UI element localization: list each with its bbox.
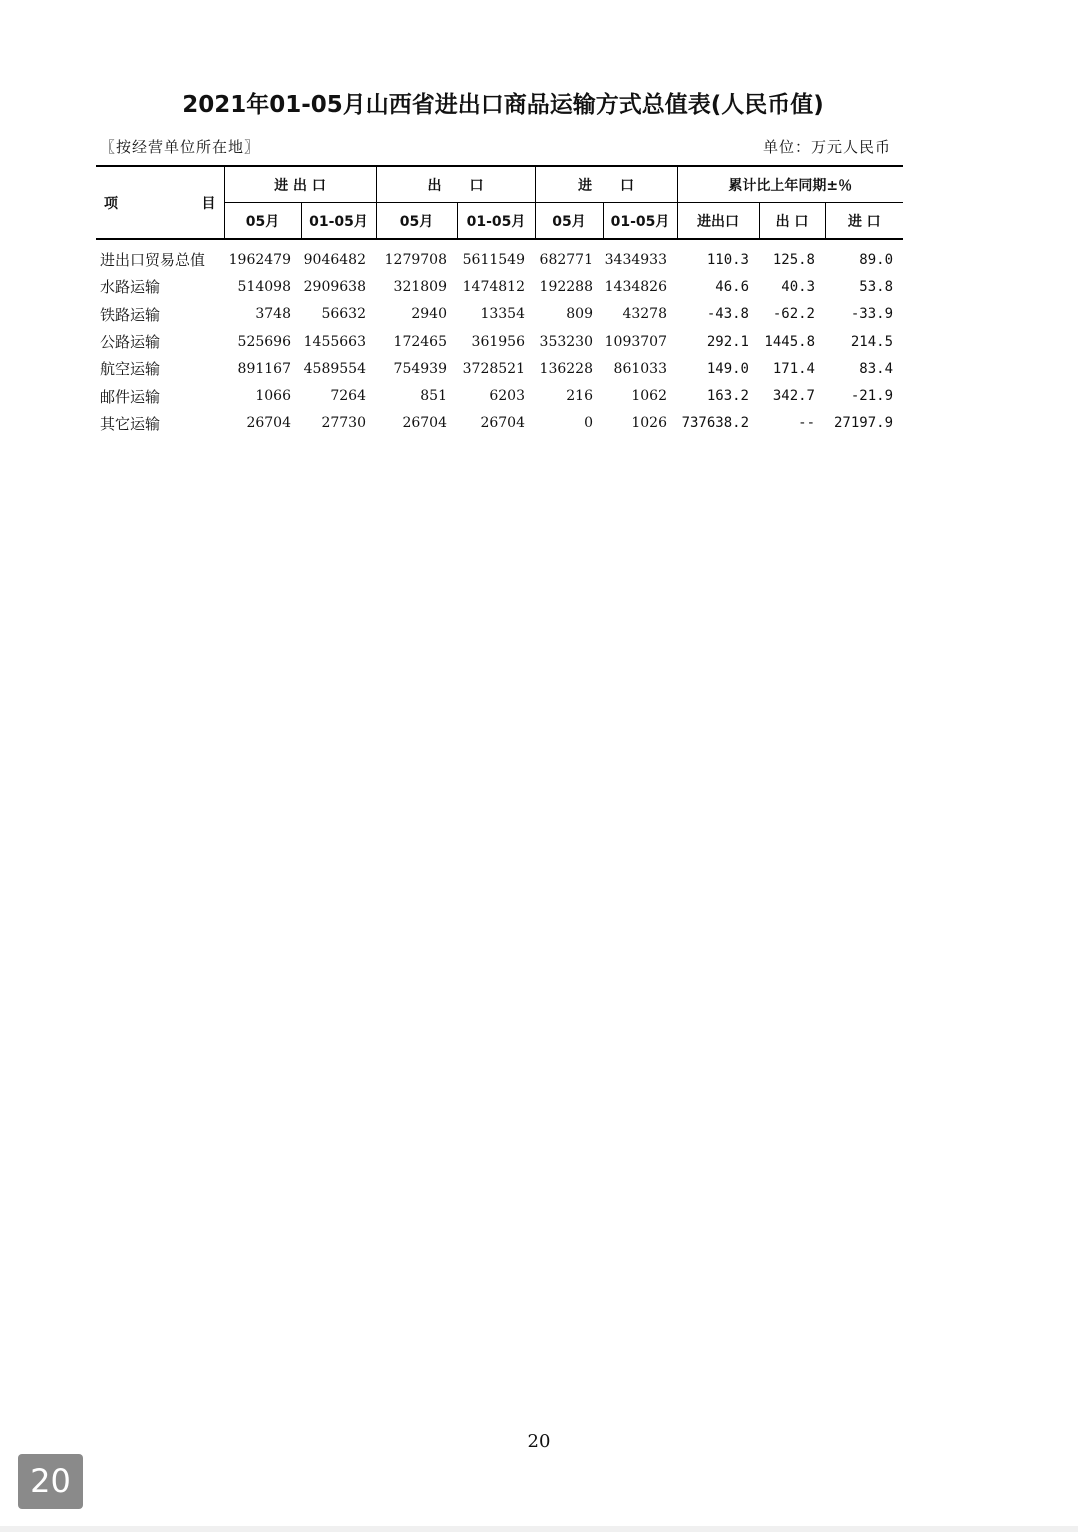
cell: 136228 xyxy=(539,360,593,377)
cell: 1279708 xyxy=(384,251,447,268)
table-row xyxy=(96,410,903,437)
row-label: 邮件运输 xyxy=(100,387,161,406)
table-row xyxy=(96,328,903,355)
row-label: 公路运输 xyxy=(100,333,161,352)
subcol-header: 05月 xyxy=(224,203,301,240)
cell: 4589554 xyxy=(303,360,366,377)
subcol-header: 05月 xyxy=(535,203,603,240)
cell: 361956 xyxy=(471,333,525,350)
cell: 40.3 xyxy=(781,278,815,295)
cell: 1026 xyxy=(631,415,667,432)
cell: 2940 xyxy=(411,306,447,323)
cell: 682771 xyxy=(539,251,593,268)
cell: 171.4 xyxy=(772,360,815,377)
page-number: 20 xyxy=(527,1431,551,1452)
cell: 1445.8 xyxy=(764,333,815,350)
cell: 2909638 xyxy=(303,278,366,295)
cell: 6203 xyxy=(489,388,525,405)
cell: 514098 xyxy=(237,278,291,295)
subcol-header: 01-05月 xyxy=(301,203,376,240)
cell: 342.7 xyxy=(772,388,815,405)
group-header-export: 出 口 xyxy=(376,166,535,203)
row-label: 水路运输 xyxy=(100,278,161,297)
cell: 89.0 xyxy=(859,251,894,268)
cell: 0 xyxy=(584,415,593,432)
table-row xyxy=(96,355,903,382)
table-row xyxy=(96,301,903,328)
cell: 809 xyxy=(566,306,593,323)
unit-note: 单位：万元人民币 xyxy=(762,138,891,156)
cell: 192288 xyxy=(539,278,593,295)
cell: 13354 xyxy=(480,306,525,323)
cell: 1062 xyxy=(631,388,667,405)
cell: 1093707 xyxy=(604,333,667,350)
cell: 53.8 xyxy=(859,278,894,295)
row-label: 航空运输 xyxy=(100,360,161,379)
cell: 1455663 xyxy=(303,333,366,350)
table-row xyxy=(96,239,903,273)
row-label: 进出口贸易总值 xyxy=(100,251,206,270)
cell: 26704 xyxy=(480,415,525,432)
cell: 110.3 xyxy=(706,251,749,268)
cell: 5611549 xyxy=(462,251,525,268)
cell: 353230 xyxy=(539,333,593,350)
cell: 3434933 xyxy=(604,251,667,268)
cell: 321809 xyxy=(393,278,447,295)
scope-note: 〖按经营单位所在地〗 xyxy=(100,138,261,156)
cell: 163.2 xyxy=(706,388,749,405)
cell: -21.9 xyxy=(850,388,894,405)
subcol-header: 出 口 xyxy=(759,203,825,240)
cell: 1066 xyxy=(255,388,291,405)
subcol-header: 05月 xyxy=(376,203,457,240)
cell: 292.1 xyxy=(706,333,749,350)
cell: 754939 xyxy=(393,360,447,377)
subcol-header: 进 口 xyxy=(825,203,903,240)
table-row xyxy=(96,382,903,409)
cell: 3748 xyxy=(255,306,291,323)
table-row xyxy=(96,273,903,300)
cell: 3728521 xyxy=(462,360,525,377)
cell: -62.2 xyxy=(772,306,815,323)
cell: 27730 xyxy=(321,415,366,432)
page-title: 2021年01-05月山西省进出口商品运输方式总值表(人民币值) xyxy=(182,92,824,118)
group-header-import: 进 口 xyxy=(535,166,677,203)
item-header-b: 目 xyxy=(201,196,216,212)
subcol-header: 01-05月 xyxy=(457,203,535,240)
cell: 9046482 xyxy=(303,251,366,268)
subcol-header: 进出口 xyxy=(677,203,759,240)
viewer-bottom-edge xyxy=(0,1526,1078,1532)
item-header-a: 项 xyxy=(104,196,118,212)
cell: 861033 xyxy=(613,360,667,377)
cell: 149.0 xyxy=(706,360,749,377)
cell: 1434826 xyxy=(604,278,667,295)
cell: -33.9 xyxy=(850,306,894,323)
group-header-total: 进 出 口 xyxy=(224,166,376,203)
cell: -43.8 xyxy=(706,306,749,323)
cell: 1962479 xyxy=(228,251,291,268)
cell: 525696 xyxy=(237,333,291,350)
group-header-yoy: 累计比上年同期±％ xyxy=(677,166,903,203)
cell: 26704 xyxy=(246,415,291,432)
cell: 172465 xyxy=(393,333,447,350)
item-header xyxy=(96,166,224,239)
cell: 216 xyxy=(566,388,593,405)
cell: 56632 xyxy=(321,306,366,323)
cell: 83.4 xyxy=(859,360,894,377)
cell: 214.5 xyxy=(850,333,894,350)
cell: 27197.9 xyxy=(834,415,894,432)
cell: 46.6 xyxy=(715,278,749,295)
cell: -- xyxy=(798,415,815,432)
transport-value-table xyxy=(96,165,903,437)
row-label: 铁路运输 xyxy=(100,305,161,324)
cell: 891167 xyxy=(237,360,291,377)
cell: 43278 xyxy=(622,306,667,323)
row-label: 其它运输 xyxy=(100,414,161,433)
cell: 7264 xyxy=(330,388,366,405)
cell: 851 xyxy=(420,388,447,405)
cell: 125.8 xyxy=(772,251,815,268)
cell: 737638.2 xyxy=(681,415,749,432)
cell: 26704 xyxy=(402,415,447,432)
cell: 1474812 xyxy=(462,278,525,295)
subcol-header: 01-05月 xyxy=(603,203,677,240)
page-indicator-badge[interactable]: 20 xyxy=(18,1454,83,1509)
